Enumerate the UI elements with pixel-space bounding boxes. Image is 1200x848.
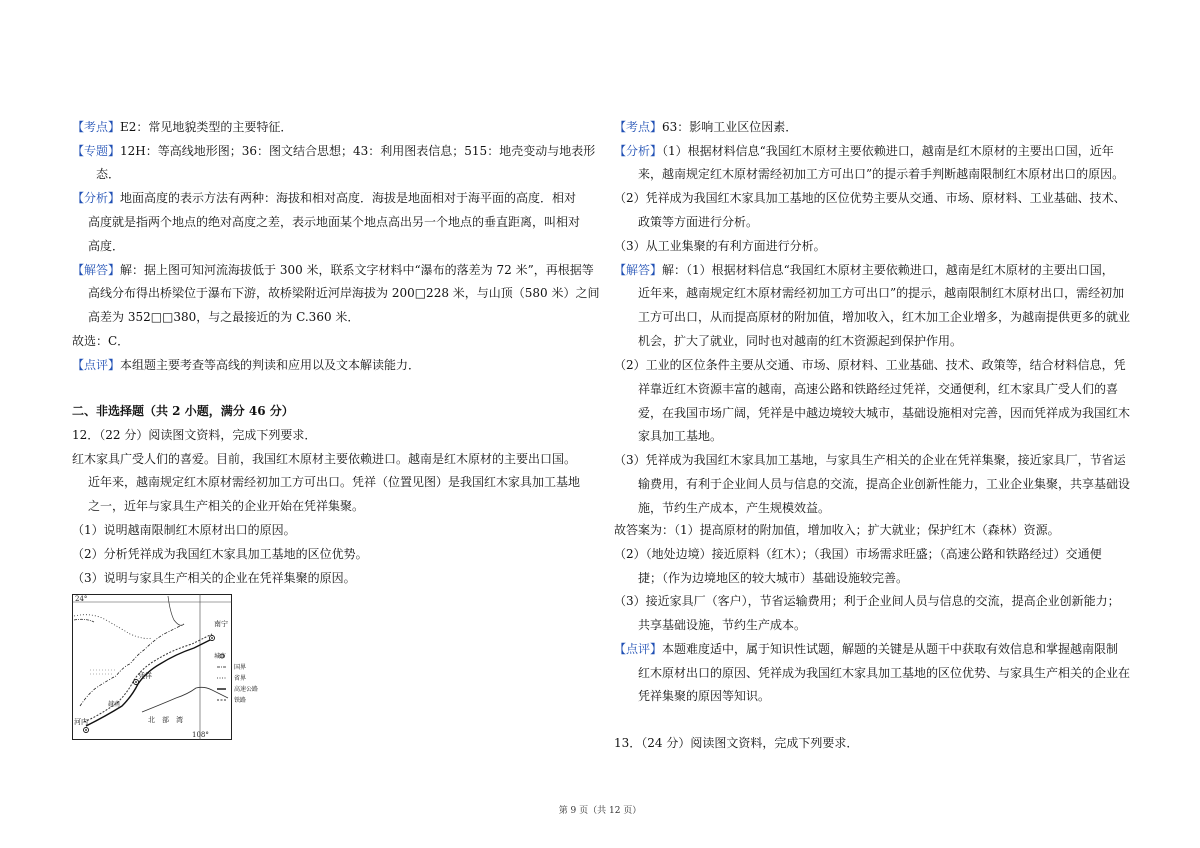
r-fenxi-2b: 政策等方面进行分析。: [638, 215, 759, 229]
r-answer-3b: 共享基础设施，节约生产成本。: [638, 618, 807, 632]
fenxi-text: 地面高度的表示方法有两种：海拔和相对高度．海拔是地面相对于海平面的高度．相对: [120, 191, 577, 205]
jieda-text-2: 高线分布得出桥梁位于瀑布下游，故桥梁附近河岸海拔为 200□228 米，与山顶（580 米）之间: [88, 286, 600, 300]
r-jieda-text-4: 机会，扩大了就业，同时也对越南的红木资源起到保护作用。: [638, 334, 963, 348]
kaodian-text: E2：常见地貌类型的主要特征．: [120, 120, 293, 134]
q12-title: 12．（22 分）阅读图文资料，完成下列要求．: [72, 428, 317, 442]
legend-province: 省界: [234, 675, 247, 682]
jieda-tag: 【解答】: [72, 263, 121, 277]
r-jieda-3: （3）凭祥成为我国红木家具加工基地，与家具生产相关的企业在凭祥集聚，接近家具厂，节省运: [614, 453, 1126, 467]
r-fenxi-2: （2）凭祥成为我国红木家具加工基地的区位优势主要从交通、市场、原材料、工业基础、技术、: [614, 191, 1126, 205]
latitude-label: 24°: [75, 595, 88, 603]
hanoi-city-dot: [85, 729, 87, 731]
jieda-text-3: 高差为 352□□380，与之最接近的为 C.360 米．: [88, 310, 360, 324]
kaodian-tag: 【考点】: [72, 120, 121, 134]
r-jieda-3c: 施，节约生产成本，产生规模效益。: [638, 501, 831, 515]
dianping-tag: 【点评】: [72, 358, 121, 372]
pingxiang-label: 凭祥: [138, 672, 152, 680]
jieda-line: [72, 262, 594, 278]
nanning-city-dot: [211, 637, 213, 639]
fenxi-tag: 【分析】: [72, 191, 121, 205]
r-jieda-line: [614, 262, 1114, 278]
r-jieda-2b: 祥靠近红木资源丰富的越南，高速公路和铁路经过凭祥，交通便利，红木家具广受人们的喜: [638, 382, 1119, 396]
r-jieda-3b: 输费用，有利于企业间人员与信息的交流，提高企业创新性能力，工业企业集聚，共享基础设: [638, 477, 1131, 491]
r-jieda-2d: 家具加工基地。: [638, 429, 723, 443]
q12-sub-1: （1）说明越南限制红木原材出口的原因。: [72, 523, 296, 537]
r-dianping-text: 本题难度适中，属于知识性试题，解题的关键是从题干中获取有效信息和掌握越南限制: [662, 642, 1119, 656]
r-kaodian-line: [614, 119, 797, 135]
q12-sub-2: （2）分析凭祥成为我国红木家具加工基地的区位优势。: [72, 547, 368, 561]
r-dianping-text-3: 凭祥集聚的原因等知识。: [638, 689, 771, 703]
vietnam-label: 越南: [108, 701, 121, 708]
r-jieda-text: 解：（1）根据材料信息“我国红木原材主要依赖进口，越南是红木原材的主要出口国，: [662, 263, 1114, 277]
r-kaodian-text: 63：影响工业区位因素．: [662, 120, 798, 134]
zhuanti-line: [72, 143, 595, 159]
legend-expressway: 高速公路: [234, 686, 259, 693]
r-dianping-text-2: 红木原材出口的原因、凭祥成为我国红木家具加工基地的区位优势、与家具生产相关的企业在: [638, 666, 1131, 680]
jieda-text: 解：据上图可知河流海拔低于 300 米，联系文字材料中“瀑布的落差为 72 米”，再根据等: [120, 263, 594, 277]
q12-paragraph-3: 之一，近年与家具生产相关的企业开始在凭祥集聚。: [88, 499, 365, 513]
r-jieda-text-3: 工方可出口，从而提高原材的附加值，增加收入，红木加工企业增多，为越南提供更多的就业: [638, 310, 1131, 324]
fenxi-text-2: 高度就是指两个地点的绝对高度之差，表示地面某个地点高出另一个地点的垂直距离，叫相对: [88, 215, 581, 229]
answer-choice: 故选：C．: [72, 334, 130, 348]
dianping-text: 本组题主要考查等高线的判读和应用以及文本解读能力．: [120, 358, 421, 372]
r-jieda-text-2: 近年来，越南规定红木原材需经初加工方可出口”的提示，越南限制红木原材出口，需经初加: [638, 286, 1125, 300]
r-fenxi-text: （1）根据材料信息“我国红木原材主要依赖进口，越南是红木原材的主要出口国，近年: [662, 144, 1114, 158]
legend-city: 城市: [214, 653, 227, 660]
legend-railway: 铁路: [234, 697, 247, 704]
r-jieda-2c: 爱，在我国市场广阔，凭祥是中越边境较大城市，基础设施相对完善，因而凭祥成为我国红木: [638, 406, 1131, 420]
fenxi-text-3: 高度．: [88, 239, 125, 253]
q12-sub-3: （3）说明与家具生产相关的企业在凭祥集聚的原因。: [72, 571, 356, 585]
r-answer-2b: 捷；（作为边境地区的较大城市）基础设施较完善。: [638, 571, 909, 585]
r-answer-1: 故答案为：（1）提高原材的附加值，增加收入；扩大就业；保护红木（森林）资源。: [614, 523, 1060, 537]
legend-border: 国界: [234, 664, 247, 671]
r-dianping-tag: 【点评】: [614, 642, 663, 656]
r-jieda-2: （2）工业的区位条件主要从交通、市场、原材料、工业基础、技术、政策等，结合材料信息，凭: [614, 358, 1126, 372]
dianping-line: [72, 357, 420, 373]
zhuanti-text: 12H：等高线地形图；36：图文结合思想；43：利用图表信息；515：地壳变动与地表形: [120, 144, 596, 158]
fenxi-line: [72, 190, 576, 206]
q12-paragraph: 红木家具广受人们的喜爱。目前，我国红木原材主要依赖进口。越南是红木原材的主要出口国。: [72, 452, 577, 466]
hanoi-label: 河内: [74, 718, 88, 726]
section-heading: 二、非选择题（共 2 小题，满分 46 分）: [72, 404, 294, 418]
page-footer: 第 9 页（共 12 页）: [558, 806, 642, 816]
r-fenxi-text-2: 来，越南规定红木原材需经初加工方可出口”的提示着手判断越南限制红木原材出口的原因。: [638, 167, 1125, 181]
q13-title: 13．（24 分）阅读图文资料，完成下列要求．: [614, 736, 859, 750]
zhuanti-tag: 【专题】: [72, 144, 121, 158]
r-fenxi-tag: 【分析】: [614, 144, 663, 158]
r-answer-2: （2）（地处边境）接近原料（红木）；（我国）市场需求旺盛；（高速公路和铁路经过）交通便: [614, 547, 1102, 561]
r-answer-3: （3）接近家具厂（客户），节省运输费用；利于企业间人员与信息的交流，提高企业创新能力；: [614, 594, 1120, 608]
nanning-label: 南宁: [214, 620, 228, 628]
q12-paragraph-2: 近年来，越南规定红木原材需经初加工方可出口。凭祥（位置见图）是我国红木家具加工基地: [88, 475, 581, 489]
longitude-label: 108°: [192, 731, 209, 739]
r-fenxi-3: （3）从工业集聚的有利方面进行分析。: [614, 239, 826, 253]
pingxiang-city-dot: [135, 681, 137, 683]
pingxiang-location-map: [72, 594, 259, 740]
r-dianping-line: [614, 641, 1118, 657]
sea-label: 北 部 湾: [148, 716, 183, 724]
r-kaodian-tag: 【考点】: [614, 120, 663, 134]
r-fenxi-line: [614, 143, 1114, 159]
kaodian-line: [72, 119, 292, 135]
r-jieda-tag: 【解答】: [614, 263, 663, 277]
zhuanti-text-2: 态．: [96, 167, 121, 181]
